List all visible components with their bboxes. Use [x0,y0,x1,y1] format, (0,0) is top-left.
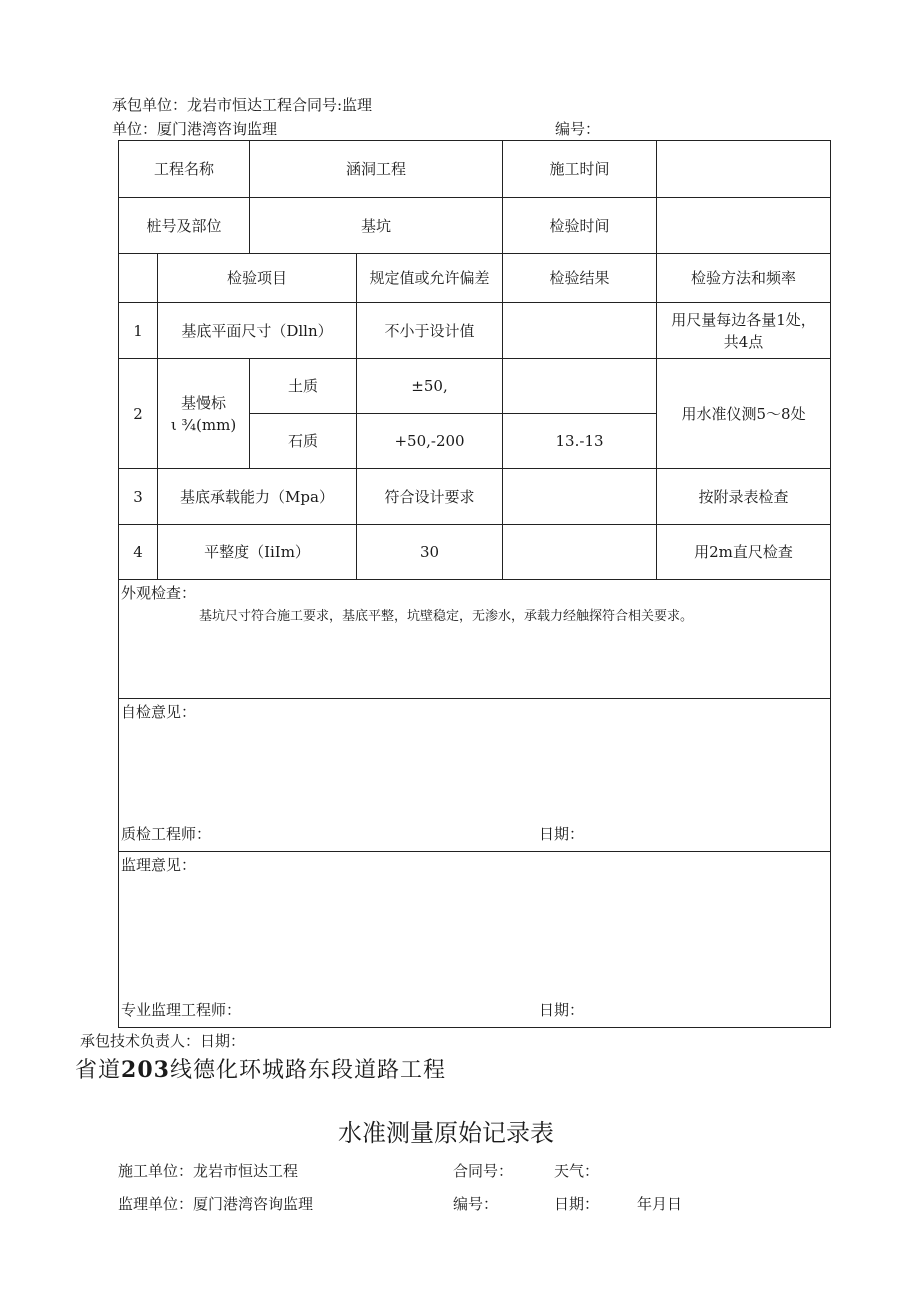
item-row-4 [119,525,831,580]
year-month-day: 年月日 [637,1195,683,1213]
sub-item-soil: 土质 [250,359,357,414]
appearance-text: 基坑尺寸符合施工要求，基底平整，坑壁稳定，无渗水，承载力经触探符合相关要求。 [199,609,694,624]
station-row [119,198,831,254]
inspection-time-label: 检验时间 [503,198,657,254]
item-name: 基底平面尺寸（Dlln） [158,303,357,359]
supervision-date-label: 日期： [539,1001,585,1019]
contract-number-label: 合同号： [453,1162,514,1180]
header-spec: 规定值或允许偏差 [357,254,503,303]
project-title-prefix: 省道 [75,1058,122,1083]
contractor-header: 承包单位：龙岩市恒达工程合同号:监理 [112,96,373,114]
item-number: 3 [119,469,158,525]
item-name [158,359,250,469]
item-row-3 [119,469,831,525]
project-title-suffix: 线德化环城路东段道路工程 [169,1058,446,1083]
supervisor-header: 单位：厦门港湾咨询监理 [112,120,278,138]
sub-item-rock: 石质 [250,414,357,469]
item-name: 基底承载能力（Mpa） [158,469,357,525]
item-spec-rock: +50,-200 [357,414,503,469]
supervision-engineer-label: 专业监理工程师： [121,1001,242,1019]
appearance-label: 外观检查： [121,584,197,602]
item-result-soil [503,359,657,414]
item-name-line-2: ι ¾(mm) [170,415,237,434]
item-method: 用2m直尺检查 [657,525,831,580]
item-number: 2 [119,359,158,469]
self-check-row [119,699,831,852]
construction-time-value [657,141,831,198]
supervision-unit: 监理单位：厦门港湾咨询监理 [118,1195,314,1213]
item-method: 按附录表检查 [657,469,831,525]
inspection-form-table [118,140,831,1028]
record-number-label: 编号： [453,1195,499,1213]
supervision-cell [119,852,831,1028]
project-name-value: 涵洞工程 [250,141,503,198]
self-check-date-label: 日期： [539,825,585,843]
project-name-row [119,141,831,198]
project-title [75,1053,446,1084]
item-spec: 30 [357,525,503,580]
quality-engineer-label: 质检工程师： [121,825,212,843]
item-result [503,525,657,580]
responsible-person-line: 承包技术负责人：日期： [80,1032,246,1050]
supervision-label: 监理意见： [121,856,197,874]
appearance-row [119,580,831,699]
item-number: 4 [119,525,158,580]
project-name-label: 工程名称 [119,141,250,198]
header-number-cell [119,254,158,303]
inspection-time-value [657,198,831,254]
item-result-rock: 13.-13 [503,414,657,469]
header-result: 检验结果 [503,254,657,303]
item-name-line-1: 基慢标 [181,393,227,412]
item-result [503,469,657,525]
item-method-line-1: 用尺量每边各量1处， [671,310,816,329]
item-name: 平整度（IiIm） [158,525,357,580]
item-row-1 [119,303,831,359]
station-label: 桩号及部位 [119,198,250,254]
appearance-cell [119,580,831,699]
item-result [503,303,657,359]
item-method-line-2: 共4点 [723,332,764,351]
self-check-label: 自检意见： [121,703,197,721]
item-method [657,303,831,359]
item-spec: 不小于设计值 [357,303,503,359]
self-check-cell [119,699,831,852]
construction-unit: 施工单位：龙岩市恒达工程 [118,1162,299,1180]
record-title: 水准测量原始记录表 [338,1119,554,1147]
item-spec-soil: ±50, [357,359,503,414]
item-spec: 符合设计要求 [357,469,503,525]
construction-time-label: 施工时间 [503,141,657,198]
item-number: 1 [119,303,158,359]
project-title-number: 203 [121,1057,170,1083]
column-header-row [119,254,831,303]
item-method: 用水准仪测5〜8处 [657,359,831,469]
header-item: 检验项目 [158,254,357,303]
serial-number-label: 编号： [555,120,601,138]
record-date-label: 日期： [554,1195,600,1213]
header-method: 检验方法和频率 [657,254,831,303]
item-row-2a [119,359,831,414]
weather-label: 天气： [554,1162,600,1180]
supervision-row [119,852,831,1028]
station-value: 基坑 [250,198,503,254]
